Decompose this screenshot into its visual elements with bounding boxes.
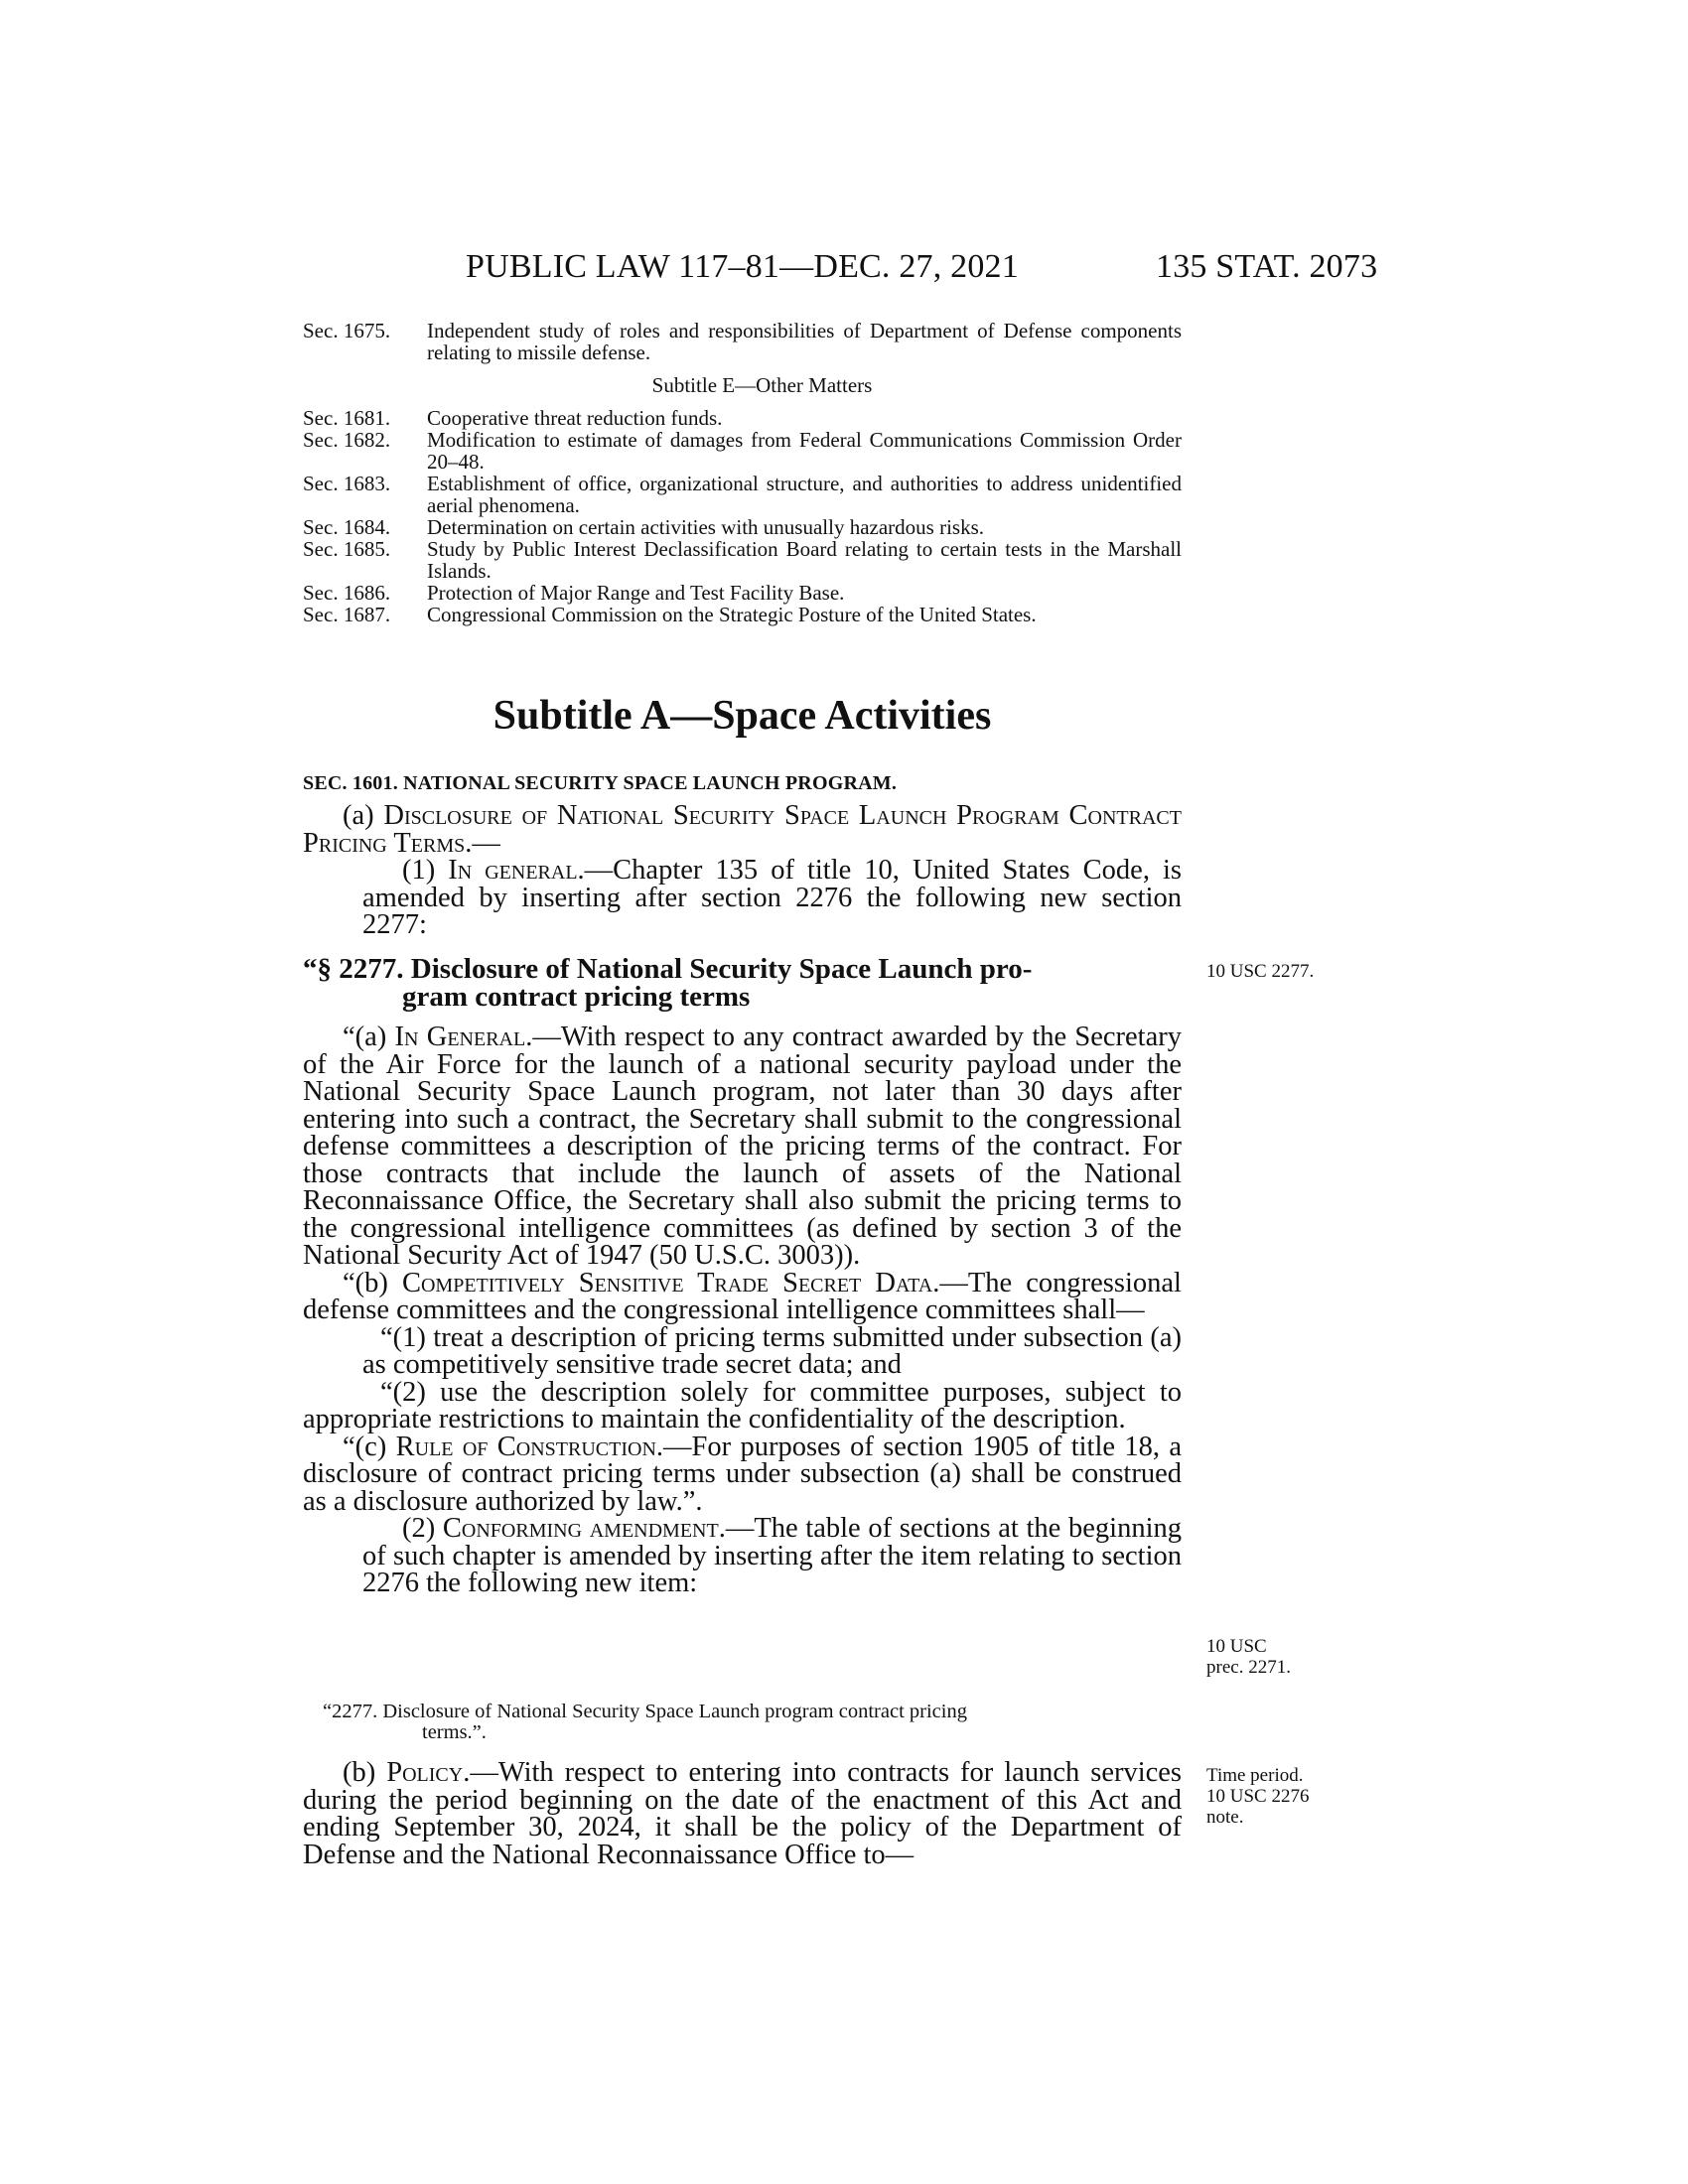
item-line-1: “2277. Disclosure of National Security Space Launch program contract pricing bbox=[323, 1701, 967, 1722]
margin-note-usc-2277: 10 USC 2277. bbox=[1206, 961, 1315, 982]
paragraph-a1 bbox=[303, 857, 1182, 939]
toc-entry bbox=[303, 516, 1182, 538]
paragraph-a bbox=[303, 802, 1182, 857]
paragraph-text: —The table of sections at the beginning of such chapter is amended by inserting after the item relating to section 2276 the following new item: bbox=[362, 1513, 1182, 1598]
subsection-heading: Rule of Construction. bbox=[395, 1431, 664, 1462]
subsection-b1 bbox=[303, 1321, 1182, 1380]
paragraph-heading: Disclosure of National Security Space Launch Program Contract Pricing Terms. bbox=[303, 800, 1182, 859]
subsection-text: —For purposes of section 1905 of title 18, a disclosure of contract pricing terms under subsection (a) shall be construed as a disclosure authorized by law.”. bbox=[303, 1431, 1182, 1517]
heading-line-2: gram contract pricing terms bbox=[402, 981, 751, 1013]
toc-entry-number: Sec. 1686. bbox=[303, 581, 391, 605]
paragraph-text: —Chapter 135 of title 10, United States Code, is amended by inserting after section 2276 the following new section 2277: bbox=[362, 855, 1182, 940]
toc-entry bbox=[303, 429, 1182, 473]
toc-entry-number: Sec. 1687. bbox=[303, 603, 391, 626]
section-2277-body bbox=[303, 1024, 1182, 1597]
margin-note-prec-2271 bbox=[1206, 1636, 1291, 1678]
toc-entry-number: Sec. 1675. bbox=[303, 319, 391, 342]
toc-entry-title: Cooperative threat reduction funds. bbox=[427, 406, 723, 430]
table-of-contents bbox=[303, 320, 1182, 625]
paragraph-label: (a) bbox=[343, 800, 384, 831]
running-header-right: 135 STAT. 2073 bbox=[1156, 248, 1378, 285]
subtitle-heading: Subtitle A—Space Activities bbox=[492, 693, 992, 739]
toc-group-after bbox=[303, 407, 1182, 625]
margin-note-line: 10 USC bbox=[1206, 1636, 1267, 1657]
item-line-2: terms.”. bbox=[422, 1721, 487, 1743]
subsection-b bbox=[303, 1267, 1182, 1325]
toc-entry bbox=[303, 320, 1182, 363]
subsection-text: “(2) use the description solely for committee purposes, subject to appropriate restrictions to maintain the confidentiality of the description. bbox=[303, 1376, 1182, 1434]
toc-entry-title: Establishment of office, organizational structure, and authorities to address unidentified aerial phenomena. bbox=[427, 472, 1182, 517]
paragraph-text: —With respect to entering into contracts for launch services during the period beginning on the date of the enactment of this Act and ending September 30, 2024, it shall be the policy of the Department of Defense and the National Reconnaissance Office to— bbox=[303, 1757, 1183, 1870]
toc-entry bbox=[303, 582, 1182, 604]
paragraph-label: (b) bbox=[343, 1757, 387, 1788]
paragraph-label: (1) bbox=[402, 855, 449, 886]
section-heading: SEC. 1601. NATIONAL SECURITY SPACE LAUNCH PROGRAM. bbox=[303, 772, 898, 794]
section-1601-part-a bbox=[303, 802, 1182, 939]
toc-entry-title: Protection of Major Range and Test Facility Base. bbox=[427, 581, 845, 605]
subsection-a bbox=[303, 1024, 1182, 1270]
subsection-heading: In General. bbox=[394, 1022, 533, 1052]
toc-group-before bbox=[303, 320, 1182, 363]
paragraph-heading: Policy. bbox=[386, 1757, 471, 1788]
toc-entry-title: Congressional Commission on the Strategic Posture of the United States. bbox=[427, 603, 1037, 626]
section-1601-part-b bbox=[303, 1759, 1182, 1868]
running-header-left: PUBLIC LAW 117–81—DEC. 27, 2021 bbox=[466, 248, 1019, 285]
toc-entry-title: Determination on certain activities with unusually hazardous risks. bbox=[427, 515, 985, 539]
margin-note-line: Time period. bbox=[1206, 1765, 1304, 1786]
margin-note-time-period bbox=[1206, 1765, 1309, 1828]
subsection-text: —With respect to any contract awarded by the Secretary of the Air Force for the launch of a national security payload under the National Security Space Launch program, not later than 30 days after entering into such a contract, the Secretary shall submit to the congressional defense committees a description of the pricing terms of the contract. For those contracts that include the launch of assets of the National Reconnaissance Office, the Secretary shall also submit the pricing terms to the congressional intelligence committees (as defined by section 3 of the National Security Act of 1947 (50 U.S.C. 3003)). bbox=[303, 1022, 1182, 1271]
toc-entry-number: Sec. 1681. bbox=[303, 406, 391, 430]
toc-entry-number: Sec. 1682. bbox=[303, 428, 391, 452]
subsection-text: —The congressional defense committees and the congressional intelligence committees shall— bbox=[303, 1267, 1182, 1325]
paragraph-b bbox=[303, 1759, 1182, 1868]
subsection-text: “(1) treat a description of pricing terms submitted under subsection (a) as competitively sensitive trade secret data; and bbox=[362, 1321, 1182, 1380]
margin-note-line: note. bbox=[1206, 1807, 1244, 1828]
subsection-c bbox=[303, 1433, 1182, 1516]
toc-entry-number: Sec. 1684. bbox=[303, 515, 391, 539]
paragraph-label: (2) bbox=[402, 1513, 443, 1544]
subsection-b2 bbox=[303, 1376, 1182, 1434]
heading-line-1: “§ 2277. Disclosure of National Security Space Launch pro- bbox=[303, 953, 1033, 985]
toc-entry bbox=[303, 604, 1182, 625]
toc-entry-title: Modification to estimate of damages from Federal Communications Commission Order 20–48. bbox=[427, 428, 1182, 474]
subsection-heading: Competitively Sensitive Trade Secret Data. bbox=[401, 1267, 940, 1298]
toc-entry-number: Sec. 1685. bbox=[303, 537, 391, 561]
toc-entry bbox=[303, 538, 1182, 582]
toc-subtitle-e: Subtitle E—Other Matters bbox=[651, 373, 873, 397]
margin-note-line: 10 USC 2276 bbox=[1206, 1786, 1310, 1807]
toc-entry bbox=[303, 407, 1182, 429]
toc-entry-title: Independent study of roles and responsibilities of Department of Defense components relating to missile defense. bbox=[427, 319, 1182, 364]
new-table-item bbox=[323, 1702, 1182, 1743]
paragraph-a2 bbox=[303, 1515, 1182, 1597]
toc-entry bbox=[303, 473, 1182, 516]
subsection-label: “(c) bbox=[343, 1431, 396, 1462]
subsection-label: “(b) bbox=[343, 1267, 402, 1298]
margin-note-line: prec. 2271. bbox=[1206, 1657, 1291, 1678]
paragraph-heading: In general. bbox=[448, 855, 585, 886]
toc-entry-number: Sec. 1683. bbox=[303, 472, 391, 495]
toc-entry-title: Study by Public Interest Declassification Board relating to certain tests in the Marshall Islands. bbox=[427, 537, 1182, 583]
paragraph-heading: Conforming amendment. bbox=[442, 1513, 726, 1544]
section-2277-heading bbox=[303, 955, 1177, 1011]
paragraph-dash: — bbox=[472, 827, 500, 859]
subsection-label: “(a) bbox=[343, 1022, 395, 1052]
